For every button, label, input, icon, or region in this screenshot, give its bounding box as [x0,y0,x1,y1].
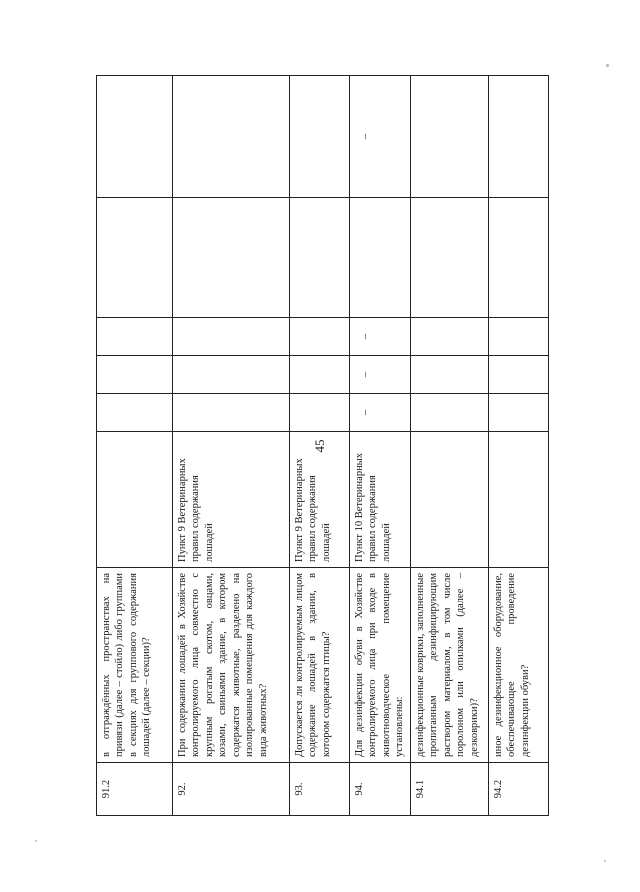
yes-cell [290,394,350,432]
blank-cell [97,198,173,318]
checklist-table [96,75,549,816]
table-row [173,76,290,816]
question-text: иное дезинфекционное оборудование, обеспечивающее проведение дезинфекции обуви? [488,568,548,763]
not-applicable-cell [97,318,173,356]
comment-cell [488,76,548,198]
no-cell [97,356,173,394]
blank-cell [488,198,548,318]
rotated-table-container [96,76,531,816]
scan-speck [604,860,606,862]
question-text: Допускается ли контролируемым лицом содержание лошадей в здании, в котором содержатся птицы? [290,568,350,763]
question-text: Для дезинфекции обуви в Хозяйстве контролируемого лица при входе в животноводческое помещение установлены: [350,568,411,763]
yes-cell [173,394,290,432]
no-cell [410,356,488,394]
comment-cell [410,76,488,198]
not-applicable-cell [290,318,350,356]
row-number: 93. [290,763,350,816]
page-number: 45 [312,439,327,453]
reference-cell: Пункт 10 Ветеринарных правил содержания лошадей [350,432,411,568]
row-number: 94.2 [488,763,548,816]
no-cell [173,356,290,394]
yes-cell [350,394,411,432]
yes-cell [488,394,548,432]
comment-cell [97,76,173,198]
reference-cell: Пункт 9 Ветеринарных правил содержания лошадей [173,432,290,568]
question-text: дезинфекционные коврики, заполненные пропитанным дезинфицирующим раствором материалом, в том числе поролоном или опилками (далее – дезковрики)? [410,568,488,763]
blank-cell [290,198,350,318]
reference-cell: Пункт 9 Ветеринарных правил содержания лошадей [290,432,350,568]
scan-speck [35,840,37,842]
no-cell [350,356,411,394]
question-text: в отграждённых пространствах на привязи (далее – стойло) либо группами в секциях для группового содержания лошадей (далее – секции)? [97,568,173,763]
scan-speck [606,64,609,67]
table-row [97,76,173,816]
reference-cell [410,432,488,568]
no-cell [290,356,350,394]
blank-cell [173,198,290,318]
not-applicable-cell [410,318,488,356]
yes-cell [97,394,173,432]
table-row [350,76,411,816]
dash-mark: – [360,371,371,378]
table-row [488,76,548,816]
dash-mark: – [360,333,371,340]
blank-cell [350,198,411,318]
question-text: При содержании лошадей в Хозяйстве контролируемого лица совместно с крупным рогатым скотом, овцами, козами, свиньями здание, в котором содержатся животные, разделено на изолированные помещения для каждого вида животных? [173,568,290,763]
not-applicable-cell [488,318,548,356]
table-row [410,76,488,816]
comment-cell [290,76,350,198]
not-applicable-cell [173,318,290,356]
comment-cell [350,76,411,198]
blank-cell [410,198,488,318]
reference-cell [488,432,548,568]
dash-mark: – [360,133,371,140]
reference-cell [97,432,173,568]
row-number: 94.1 [410,763,488,816]
dash-mark: – [360,409,371,416]
table-row [290,76,350,816]
not-applicable-cell [350,318,411,356]
row-number: 91.2 [97,763,173,816]
yes-cell [410,394,488,432]
comment-cell [173,76,290,198]
row-number: 94. [350,763,411,816]
no-cell [488,356,548,394]
row-number: 92. [173,763,290,816]
